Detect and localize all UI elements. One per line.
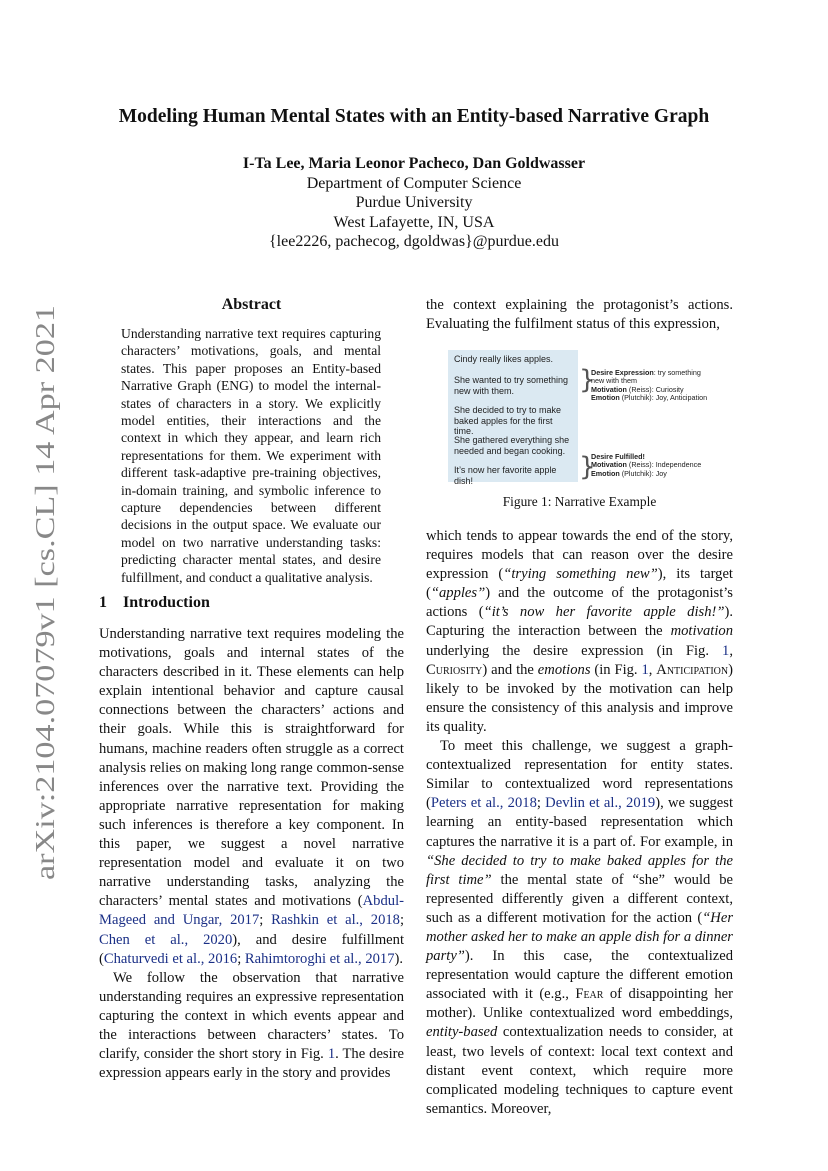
annotation-desire [591, 369, 713, 403]
text-run: ) and the [482, 661, 538, 678]
citation-year: 2017 [365, 950, 395, 967]
text-run: of disappointing her mother). Unlike contextualized word embeddings, [426, 986, 733, 1022]
citation-link[interactable]: Peters et al., 2018 [430, 795, 537, 812]
arxiv-identifier-svg [10, 300, 68, 900]
story-sentence: She decided to try to make baked apples for the first time. [454, 405, 562, 436]
text-run: ), and desire fulfillment ( [99, 931, 404, 967]
annotation-label: Emotion [591, 468, 620, 478]
right-column-text [426, 527, 733, 1119]
citation-link[interactable]: Rashkin et al., 2018 [271, 912, 400, 929]
label-term: Fear [575, 986, 604, 1003]
citation-link[interactable]: Chaturvedi et al., 2016 [103, 950, 238, 967]
annotation-fulfilled [591, 453, 713, 478]
abstract-heading: Abstract [221, 296, 282, 313]
quote: “She decided to try to make baked apples for the first time” [426, 852, 733, 888]
annotation-value: (Reiss): Curiosity [626, 384, 684, 394]
citation-year: 2018 [370, 912, 400, 929]
section-title: Introduction [123, 594, 210, 611]
narrative-figure [448, 350, 713, 486]
citation-link[interactable]: Chen et al., 2020 [99, 931, 233, 948]
intro-paragraph-2 [99, 969, 404, 1084]
figure-link[interactable]: 1 [327, 1046, 336, 1063]
right-paragraph-1 [426, 527, 733, 737]
text-run: , [648, 661, 657, 678]
text-run: ). Capturing the interaction between the [426, 604, 733, 640]
citation-author: Chaturvedi et al. [103, 950, 201, 967]
story-sentence: It’s now her favorite apple dish! [454, 465, 557, 486]
right-column-top-text: the context explaining the protagonist’s actions. Evaluating the fulfilment status of this expression, [426, 297, 733, 333]
quote: “trying something new” [503, 566, 658, 583]
emphasis: entity-based [426, 1024, 498, 1041]
text-run: Understanding narrative text requires modeling the motivations, goals and internal states of the characters described in it. These elements can help explain intentional behavior and capture causal connections between the characters’ actions and their goals. While this is straightforward for humans, machine readers often struggle as a correct analysis relies on making long range common-sense inferences over the narrative text. Providing the appropriate narrative representation for making such inferences is therefore a key component. In this paper, we suggest a novel narrative representation model and evaluate it on two narrative understanding tasks, analyzing the characters’ mental states and motivations ( [99, 626, 404, 910]
annotation-label: Desire Fulfilled! [591, 452, 645, 461]
author-department: Department of Computer Science [306, 174, 522, 192]
annotation-value: (Plutchik): Joy, Anticipation [619, 393, 708, 403]
figure-caption: Figure 1: Narrative Example [502, 494, 657, 509]
text-run: ) likely to be invoked by the motivation can help ensure the consistency of this analysis and improve its quality. [426, 661, 733, 735]
annotation-label: Motivation [591, 384, 627, 394]
text-run: which tends to appear towards the end of the story, requires models that can reason over the desire expression ( [426, 528, 733, 583]
citation-year: 2019 [626, 795, 656, 812]
arxiv-identifier-text: arXiv:2104.07079v1 [cs.CL] 14 Apr 2021 [30, 425, 60, 880]
author-university: Purdue University [355, 194, 473, 212]
citation-year: 2018 [507, 795, 537, 812]
paper-title: Modeling Human Mental States with an Entity-based Narrative Graph [118, 106, 710, 127]
section-number: 1 [99, 594, 107, 611]
label-term: Anticipation [656, 661, 729, 678]
brace-icon: } [579, 452, 596, 482]
section-heading [99, 594, 210, 612]
intro-paragraph-1: Understanding narrative text requires modeling the motivations, goals and internal states of the characters described in it. These elements can help explain intentional behavior and capture causal connections between the characters’ actions and their goals. While this is straightforward for humans, machine readers often struggle as a correct analysis relies on making long range common-sense inferences over the narrative text. Providing the appropriate narrative representation for making such inferences is therefore a key component. In this paper, we suggest a novel narrative representation model and evaluate it on two narrative understanding tasks, analyzing the characters’ mental states and motivations (Abdul-Mageed and Ungar, 2017; Rashkin et al., 2018; Chen et al., 2020), and desire fulfillment (Chaturvedi et al., 2016; Rahimtoroghi et al., 2017). [99, 626, 405, 967]
annotation-line [591, 369, 713, 386]
citation-year: 2017 [230, 912, 260, 929]
text-run: , [729, 642, 733, 659]
text-run: contextualization needs to consider, at least, two levels of context: local text context and distant event context, which require more complicated modeling techniques to capture event semantics. Moreover, [426, 1024, 733, 1117]
emphasis: emotions [537, 661, 591, 678]
citation-author: Chen et al. [99, 931, 185, 948]
text-run: We follow the observation that narrative understanding requires an expressive representation capturing the context in which events appear and the interactions between characters’ states. To clarify, consider the short story in Fig. [99, 969, 404, 1063]
quote: “it’s now her favorite apple dish!” [483, 604, 725, 621]
text-run: (in Fig. [590, 661, 642, 678]
citation-author: Peters et al. [430, 795, 500, 812]
text-run: . The desire expression appears early in the story and provides [99, 1046, 405, 1082]
story-sentence: Cindy really likes apples. [454, 354, 554, 364]
emphasis: motivation [670, 623, 733, 640]
annotation-line [591, 394, 713, 402]
brace-icon: } [579, 365, 596, 395]
text-run: ) and the outcome of the protagonist’s actions ( [426, 585, 733, 621]
citation-year: 2020 [203, 931, 233, 948]
text-run: To meet this challenge, we suggest a graph-contextualized representation for entity states. Similar to contextualized word representations ( [426, 738, 733, 812]
annotation-value: : try something new with them [591, 368, 701, 386]
annotation-label: Motivation [591, 460, 627, 470]
story-sentence: She gathered everything she needed and began cooking. [454, 435, 570, 456]
text-run: ), its target ( [426, 566, 733, 602]
citation-author: Devlin et al. [545, 795, 619, 812]
annotation-value: (Reiss): Independence [626, 460, 702, 470]
text-run: the mental state of “she” would be represented differently given a different context, such as a different motivation for the action ( [426, 871, 733, 926]
annotation-label: Desire Expression [591, 368, 654, 377]
figure-link[interactable]: 1 [641, 661, 649, 678]
citation-author: Rashkin et al. [271, 912, 360, 929]
author-block [0, 154, 828, 252]
citation-author: Abdul-Mageed and Ungar [99, 893, 404, 929]
quote: “Her mother asked her to make an apple dish for a dinner party” [426, 909, 733, 965]
text-run: ), we suggest learning an entity-based representation which captures the narrative it is a part of. For example, in [426, 795, 734, 850]
citation-year: 2016 [208, 950, 238, 967]
author-email: {lee2226, pachecog, dgoldwas}@purdue.edu [268, 233, 559, 251]
figure-link[interactable]: 1 [722, 642, 730, 659]
citation-link[interactable]: Abdul-Mageed and Ungar, 2017 [99, 893, 404, 929]
annotation-line [591, 470, 713, 478]
citation-link[interactable]: Devlin et al., 2019 [545, 795, 656, 812]
story-sentence: She wanted to try something new with them. [454, 375, 569, 396]
story-box [448, 350, 578, 486]
author-names: I-Ta Lee, Maria Leonor Pacheco, Dan Goldwasser [242, 155, 586, 172]
right-paragraph-2: To meet this challenge, we suggest a graph-contextualized representation for entity states. Similar to contextualized word representations (Peters et al., 2018; Devlin et al., 2019), we suggest learning an entity-based representation which captures the narrative it is a part of. For example, in “She decided to try to make baked apples for the first time” the mental state of “she” would be represented differently given a different context, such as a different motivation for the action (“Her mother asked her to make an apple dish for a dinner party”). In this case, the contextualized representation would capture the different emotion associated with it (e.g., Fear of disappointing her mother). Unlike contextualized word embeddings, entity-based contextualization needs to consider, at least, two levels of context: local text context and distant event context, which require more complicated modeling techniques to capture event semantics. Moreover, [426, 738, 734, 1117]
annotation-value: (Plutchik): Joy [619, 468, 667, 478]
annotation-label: Emotion [591, 393, 620, 403]
text-run: ). In this case, the contextualized representation would capture the different emotion associated with it (e.g., [426, 948, 733, 1003]
intro-text [99, 625, 404, 1083]
abstract-text: Understanding narrative text requires capturing characters’ motivations, goals, and mental states. This paper proposes an Entity-based Narrative Graph (ENG) to model the internal-states of characters in a story. We explicitly model entities, their interactions and the context in which they appear, and learn rich representations for them. We experiment with different task-adaptive pre-training objectives, in-domain training, and symbolic inference to capture dependencies between different decisions in the output space. We evaluate our model on two narrative understanding tasks: predicting character mental states, and desire fulfillment, and conduct a qualitative analysis. [121, 326, 381, 585]
citation-link[interactable]: Rahimtoroghi et al., 2017 [244, 950, 395, 967]
text-run: underlying the desire expression (in Fig. [426, 642, 723, 659]
label-term: Curiosity [426, 661, 483, 678]
quote: “apples” [430, 585, 486, 602]
citation-author: Rahimtoroghi et al. [244, 950, 359, 967]
author-city: West Lafayette, IN, USA [333, 213, 495, 231]
arxiv-identifier [10, 300, 68, 900]
